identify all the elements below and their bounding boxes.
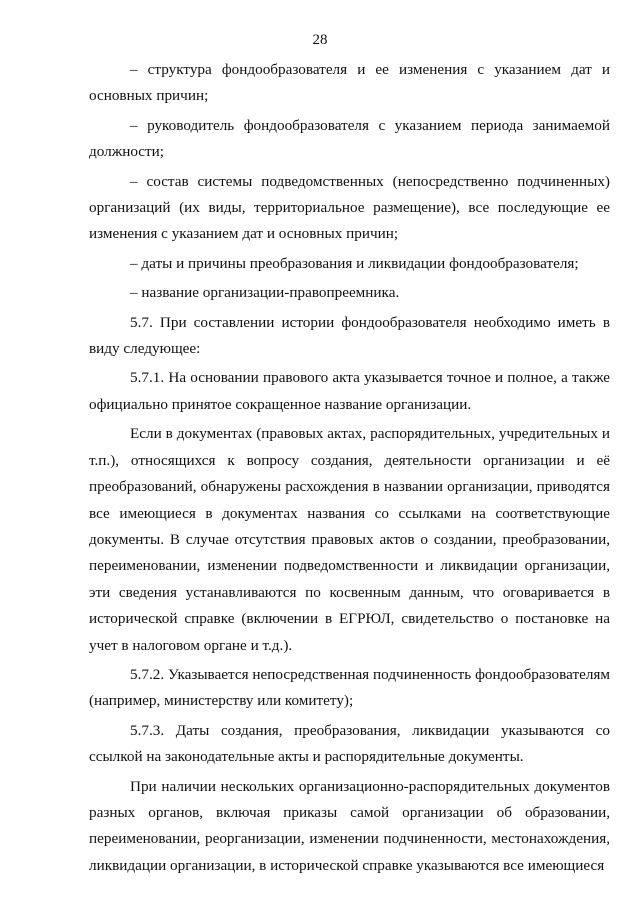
section-5-7-1: 5.7.1. На основании правового акта указывается точное и полное, а также официально принятое сокращенное название организации.	[89, 369, 610, 413]
list-item-head: – руководитель фондообразователя с указанием периода занимаемой должности;	[89, 116, 610, 161]
paragraph-name-discrepancies: Если в документах (правовых актах, распорядительных, учредительных и т.п.), относящихся к вопросу создания, деятельности организации и её преобразований, обнаружены расхождения в названии организации, приводятся все имеющиеся в документах названия со ссылками на соответствующие документы. В случае отсутствия правовых актов о создании, преобразовании, переименовании, изменении подведомственности и ликвидации организации, эти сведения устанавливаются по косвенным данным, что оговаривается в исторической справке (включении в ЕГРЮЛ, свидетельство о постановке на учет в налоговом органе и т.д.).	[89, 425, 610, 654]
page-number: 28	[312, 32, 328, 48]
section-5-7: 5.7. При составлении истории фондообразователя необходимо иметь в виду следующее:	[89, 313, 610, 358]
document-body	[89, 57, 610, 882]
list-item-structure: – структура фондообразователя и ее изменения с указанием дат и основных причин;	[89, 61, 610, 105]
list-item-subordinate-system: – состав системы подведомственных (непосредственно подчиненных) организаций (их виды, территориальное размещение), все последующие ее изменения с указанием дат и основных причин;	[89, 172, 610, 243]
section-5-7-3: 5.7.3. Даты создания, преобразования, ликвидации указываются со ссылкой на законодательные акты и распорядительные документы.	[89, 721, 610, 766]
list-item-successor: – название организации-правопреемника.	[130, 284, 400, 302]
section-5-7-2: 5.7.2. Указывается непосредственная подчиненность фондообразователям (например, министерству или комитету);	[89, 665, 610, 710]
list-item-transformation-dates: – даты и причины преобразования и ликвидации фондообразователя;	[130, 254, 579, 272]
paragraph-multiple-documents: При наличии нескольких организационно-распорядительных документов разных органов, включая приказы самой организации об образовании, переименовании, реорганизации, изменении подчиненности, местонахождения, ликвидации организации, в исторической справке указываются все имеющиеся	[89, 777, 610, 874]
